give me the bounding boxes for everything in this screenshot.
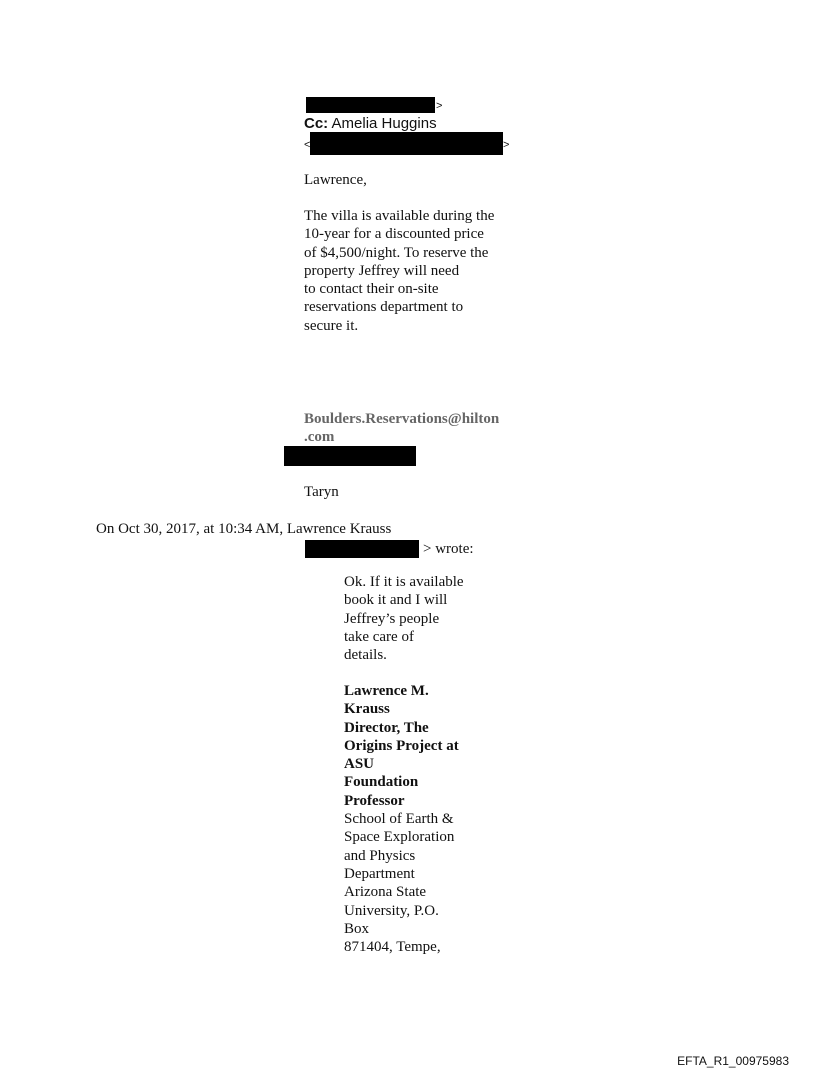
- signature-bold-line: Professor: [344, 792, 405, 809]
- redaction-contact: [284, 446, 416, 466]
- quoted-reply: [344, 573, 464, 664]
- signature-line: 871404, Tempe,: [344, 939, 441, 956]
- body-line: reservations department to: [304, 299, 464, 316]
- cc-bracket-close: >: [503, 139, 510, 151]
- signature-bold-line: Origins Project at: [344, 737, 459, 754]
- signature-line: and Physics: [344, 847, 416, 864]
- greeting: Lawrence,: [304, 172, 367, 188]
- email-line: .com: [304, 429, 335, 445]
- reply-line: book it and I will: [344, 592, 448, 609]
- body-line: secure it.: [304, 317, 359, 334]
- email-signature: [344, 682, 459, 956]
- signature-line: School of Earth &: [344, 811, 454, 828]
- redaction-cc-address: [310, 132, 503, 155]
- message-body: [304, 207, 509, 335]
- cc-line: [304, 115, 437, 133]
- cc-label: Cc:: [304, 115, 329, 132]
- signature-bold-line: Lawrence M.: [344, 683, 429, 699]
- redaction-to-address: [306, 97, 435, 113]
- reply-line: Ok. If it is available: [344, 574, 464, 590]
- signature-line: Department: [344, 865, 415, 882]
- body-line: of $4,500/night. To reserve the: [304, 244, 489, 261]
- signature-bold-line: Director, The: [344, 719, 429, 736]
- signature-line: Arizona State: [344, 884, 427, 901]
- signature-line: Space Exploration: [344, 829, 455, 846]
- reply-line: take care of: [344, 628, 414, 645]
- body-line: to contact their on-site: [304, 281, 439, 298]
- cc-bracket-open: <: [304, 139, 311, 151]
- redaction-sender-address: [305, 540, 419, 558]
- reply-line: Jeffrey’s people: [344, 610, 440, 627]
- body-line: The villa is available during the: [304, 208, 495, 224]
- quoted-wrote-suffix: > wrote:: [423, 541, 474, 557]
- email-line: Boulders.Reservations@hilton: [304, 411, 500, 427]
- reservations-email-link[interactable]: [304, 410, 499, 446]
- signature-bold-line: ASU: [344, 756, 375, 773]
- to-bracket-close: >: [436, 100, 443, 112]
- reply-line: details.: [344, 647, 387, 664]
- signature-bold-line: Krauss: [344, 701, 390, 718]
- body-line: 10-year for a discounted price: [304, 226, 484, 243]
- body-line: property Jeffrey will need: [304, 262, 460, 279]
- signature-bold-line: Foundation: [344, 774, 419, 791]
- signature-line: Box: [344, 920, 370, 937]
- signoff-name: Taryn: [304, 484, 339, 500]
- cc-name: Amelia Huggins: [331, 115, 437, 132]
- document-id: EFTA_R1_00975983: [677, 1054, 789, 1068]
- quoted-header: On Oct 30, 2017, at 10:34 AM, Lawrence Krauss: [96, 521, 392, 537]
- signature-line: University, P.O.: [344, 902, 439, 919]
